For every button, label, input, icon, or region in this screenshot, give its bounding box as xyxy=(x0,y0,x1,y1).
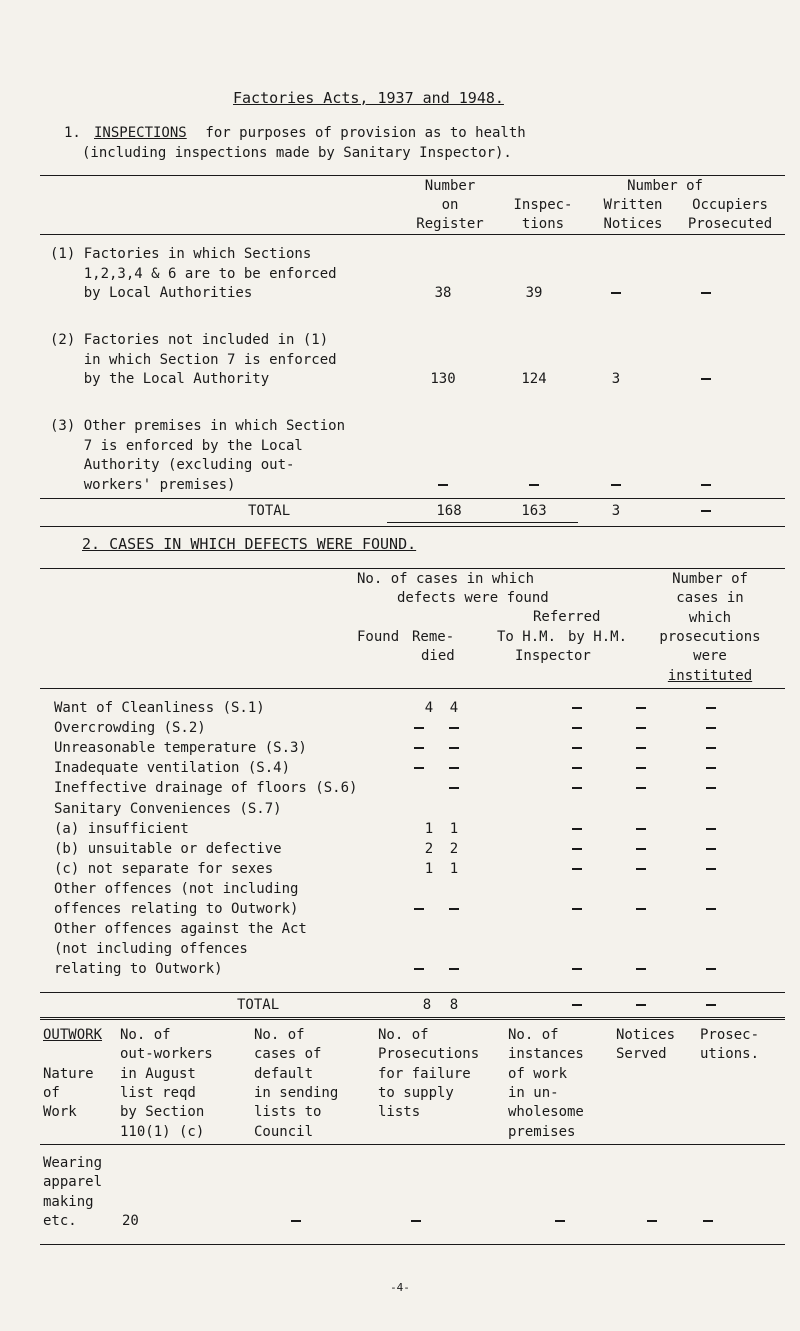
outwork-instances-header: No. of xyxy=(508,1027,559,1043)
dash-mark xyxy=(636,787,646,789)
dash-mark xyxy=(572,968,582,970)
outwork-outworkers-value: 20 xyxy=(122,1213,139,1229)
section1-register-cell xyxy=(428,477,458,494)
dash-mark xyxy=(706,828,716,830)
dash-mark xyxy=(572,787,582,789)
dash-mark xyxy=(611,292,621,294)
section1-inspections-cell-value: 124 xyxy=(521,371,547,387)
section1-total-rule-a xyxy=(387,522,497,523)
dash-mark xyxy=(449,747,459,749)
section2-found-cell xyxy=(404,901,434,918)
outwork-outworkers-header: 110(1) (c) xyxy=(120,1123,205,1140)
outwork-prosecutions-cell xyxy=(401,1213,431,1230)
outwork-default-header: lists to xyxy=(254,1104,322,1121)
dash-mark xyxy=(636,968,646,970)
section1-bottom-rule xyxy=(40,526,785,527)
col-inspections-header: Inspec- xyxy=(513,197,573,213)
defect-row-label: Want of Cleanliness (S.1) xyxy=(54,700,265,716)
dash-mark xyxy=(706,1004,716,1006)
col-notices-header: Written xyxy=(603,197,663,213)
section2-prosecutions-cell xyxy=(696,821,726,838)
section2-by_hm-cell xyxy=(626,821,656,838)
row-label: by Local Authorities xyxy=(50,285,253,301)
outwork-prosec-header: Prosec- xyxy=(700,1027,760,1043)
outwork-instances-header: instances xyxy=(508,1046,584,1063)
section1-notices-cell xyxy=(601,285,631,302)
dash-mark xyxy=(611,484,621,486)
dash-mark xyxy=(572,848,582,850)
section1-register-cell xyxy=(428,371,458,388)
row-label: 1,2,3,4 & 6 are to be enforced xyxy=(50,265,337,282)
outwork-nature-header: Work xyxy=(43,1104,77,1121)
outwork-default-cell xyxy=(281,1213,311,1230)
dash-mark xyxy=(706,747,716,749)
outwork-nature-value: making xyxy=(43,1193,94,1210)
page-number: -4- xyxy=(390,1281,410,1294)
section2-remedied-cell xyxy=(439,760,469,777)
outwork-outworkers-header: by Section xyxy=(120,1104,205,1121)
dash-mark xyxy=(572,828,582,830)
section2-found-cell-value: 4 xyxy=(424,700,434,716)
section2-to_hm-cell xyxy=(562,901,592,918)
section2-prosecutions-cell xyxy=(696,760,726,777)
defect-row-label: Sanitary Conveniences (S.7) xyxy=(54,800,282,817)
outwork-bottom-rule xyxy=(40,1244,785,1245)
defect-row-label: (not including offences xyxy=(54,941,248,958)
section2-remedied-cell xyxy=(439,841,469,858)
section2-by_hm-cell xyxy=(626,700,656,717)
outwork-nature-value: etc. xyxy=(43,1212,77,1229)
section2-to_hm-cell xyxy=(562,841,592,858)
col-to-hm-header: To H.M. xyxy=(497,629,557,645)
section2-to_hm-cell xyxy=(562,740,592,757)
section2-total-remedied xyxy=(439,997,469,1014)
outwork-default-header: default xyxy=(254,1065,314,1082)
section2-remedied-cell xyxy=(439,720,469,737)
section2-total-top-rule xyxy=(40,992,785,993)
section1-notices-cell xyxy=(601,477,631,494)
section2-remedied-cell-value: 1 xyxy=(449,860,459,877)
dash-mark xyxy=(414,908,424,910)
col-by-hm-header: by H.M. xyxy=(568,629,628,645)
outwork-outworkers-header: out-workers xyxy=(120,1046,213,1063)
dash-mark xyxy=(706,908,716,910)
section2-found-cell-value: 2 xyxy=(424,840,434,857)
dash-mark xyxy=(449,767,459,769)
col-found-header: Found xyxy=(357,629,400,645)
col-occupiers-header: Prosecuted xyxy=(687,216,773,232)
section1-heading-line2: (including inspections made by Sanitary Inspector). xyxy=(82,145,512,161)
col-inspections-header: tions xyxy=(521,216,565,232)
section2-by_hm-cell xyxy=(626,760,656,777)
row-label: (1) Factories in which Sections xyxy=(50,246,312,262)
section2-to_hm-cell xyxy=(562,861,592,878)
outwork-instances-header: of work xyxy=(508,1065,568,1082)
defect-row-label: Unreasonable temperature (S.3) xyxy=(54,740,307,757)
dash-mark xyxy=(414,767,424,769)
dash-mark xyxy=(572,868,582,870)
section1-prosecuted-cell xyxy=(691,371,721,388)
section2-remedied-cell xyxy=(439,961,469,978)
section2-remedied-cell xyxy=(439,780,469,797)
section2-by_hm-cell xyxy=(626,901,656,918)
dash-mark xyxy=(572,727,582,729)
dash-mark xyxy=(572,908,582,910)
col-prosecutions-header: instituted xyxy=(667,667,753,684)
col-prosecutions-header: were xyxy=(693,648,727,665)
col-register-header: Number xyxy=(424,178,476,194)
row-label: in which Section 7 is enforced xyxy=(50,351,337,368)
col-prosecutions-header: prosecutions xyxy=(659,628,761,645)
dash-mark xyxy=(291,1220,301,1222)
outwork-default-header: in sending xyxy=(254,1084,339,1101)
section1-inspections-cell xyxy=(519,285,549,302)
section1-top-rule xyxy=(40,175,785,176)
section1-total-inspections xyxy=(519,503,549,520)
defect-row-label: Other offences (not including xyxy=(54,880,299,897)
outwork-notices-header: Served xyxy=(616,1046,667,1063)
section2-to_hm-cell xyxy=(562,780,592,797)
dash-mark xyxy=(636,828,646,830)
section2-remedied-cell-value: 1 xyxy=(449,820,459,837)
outwork-default-header: No. of xyxy=(254,1027,305,1043)
col-referred-header: Referred xyxy=(533,609,601,625)
outwork-outworkers-header: No. of xyxy=(120,1027,171,1043)
section1-header-rule xyxy=(40,234,785,235)
dash-mark xyxy=(701,510,711,512)
section2-to_hm-cell xyxy=(562,961,592,978)
dash-mark xyxy=(706,848,716,850)
dash-mark xyxy=(706,787,716,789)
outwork-prosecutions-header: to supply xyxy=(378,1084,454,1101)
row-label: (2) Factories not included in (1) xyxy=(50,332,329,348)
dash-mark xyxy=(636,908,646,910)
outwork-nature-header: OUTWORK xyxy=(43,1027,103,1043)
dash-mark xyxy=(701,292,711,294)
page-title: Factories Acts, 1937 and 1948. xyxy=(233,89,504,107)
outwork-instances-header: in un- xyxy=(508,1084,559,1101)
outwork-prosecutions-header: No. of xyxy=(378,1027,429,1043)
outwork-outworkers-header: list reqd xyxy=(120,1084,196,1101)
defect-row-label: Ineffective drainage of floors (S.6) xyxy=(54,780,358,797)
outwork-nature-header: Nature xyxy=(43,1065,94,1082)
outwork-nature-value: Wearing xyxy=(43,1155,103,1171)
dash-mark xyxy=(636,868,646,870)
section1-heading-rest: for purposes of provision as to health xyxy=(197,125,526,141)
dash-mark xyxy=(706,968,716,970)
dash-mark xyxy=(701,378,711,380)
dash-mark xyxy=(706,767,716,769)
section2-top-rule xyxy=(40,568,785,569)
dash-mark xyxy=(636,848,646,850)
dash-mark xyxy=(411,1220,421,1222)
section2-to_hm-cell xyxy=(562,821,592,838)
section1-heading-underlined: INSPECTIONS xyxy=(94,125,187,141)
dash-mark xyxy=(572,707,582,709)
dash-mark xyxy=(438,484,448,486)
section1-total-notices xyxy=(601,503,631,520)
dash-mark xyxy=(529,484,539,486)
row-label: workers' premises) xyxy=(50,476,236,493)
dash-mark xyxy=(449,787,459,789)
dash-mark xyxy=(414,968,424,970)
section1-total-inspections-value: 163 xyxy=(521,503,547,519)
dash-mark xyxy=(636,727,646,729)
section2-found-cell-value: 1 xyxy=(424,860,434,877)
section2-found-cell xyxy=(404,740,434,757)
section2-found-cell xyxy=(404,760,434,777)
outwork-default-header: cases of xyxy=(254,1046,322,1063)
outwork-outworkers-header: in August xyxy=(120,1065,196,1082)
section1-total-rule-b xyxy=(488,522,578,523)
section2-total-found-value: 8 xyxy=(422,997,432,1013)
section1-inspections-cell-value: 39 xyxy=(525,285,543,301)
section1-total-notices-value: 3 xyxy=(611,503,621,519)
outwork-nature-value: apparel xyxy=(43,1174,103,1191)
section2-found-cell xyxy=(404,720,434,737)
dash-mark xyxy=(572,1004,582,1006)
row-label: by the Local Authority xyxy=(50,371,270,387)
section1-total-top-rule xyxy=(40,498,785,499)
col-remedied-header-1: died xyxy=(421,648,455,664)
section2-prosecutions-cell xyxy=(696,961,726,978)
outwork-prosec-cell xyxy=(693,1213,723,1230)
section2-prosecutions-cell xyxy=(696,700,726,717)
section2-by_hm-cell xyxy=(626,861,656,878)
section2-remedied-cell-value: 4 xyxy=(449,700,459,716)
defect-row-label: offences relating to Outwork) xyxy=(54,901,299,917)
dash-mark xyxy=(449,908,459,910)
defect-row-label: (b) unsuitable or defective xyxy=(54,840,282,857)
section2-total-label: TOTAL xyxy=(237,997,280,1013)
dash-mark xyxy=(449,968,459,970)
section1-total-register xyxy=(434,503,464,520)
section2-remedied-cell xyxy=(439,861,469,878)
section2-to_hm-cell xyxy=(562,760,592,777)
section2-total-prosecutions xyxy=(696,997,726,1014)
section2-total-to_hm xyxy=(562,997,592,1014)
outwork-nature-header: of xyxy=(43,1084,60,1101)
outwork-top-rule xyxy=(40,1019,785,1020)
section2-by_hm-cell xyxy=(626,841,656,858)
section2-remedied-cell xyxy=(439,700,469,717)
section2-remedied-cell xyxy=(439,821,469,838)
col-remedied-header-0: Reme- xyxy=(412,629,455,645)
section1-register-cell-value: 130 xyxy=(430,371,456,387)
outwork-prosecutions-header: Prosecutions xyxy=(378,1046,480,1063)
dash-mark xyxy=(414,747,424,749)
dash-mark xyxy=(647,1220,657,1222)
outwork-notices-cell xyxy=(637,1213,667,1230)
section2-to_hm-cell xyxy=(562,720,592,737)
section2-by_hm-cell xyxy=(626,720,656,737)
col-prosecutions-header: which xyxy=(688,609,732,626)
outwork-prosecutions-header: lists xyxy=(378,1104,421,1121)
dash-mark xyxy=(636,707,646,709)
col-prosecutions-header: cases in xyxy=(676,590,744,607)
section2-by_hm-cell xyxy=(626,961,656,978)
section2-found-cell-value: 1 xyxy=(424,820,434,837)
section2-prosecutions-cell xyxy=(696,901,726,918)
col-notices-header: Notices xyxy=(603,216,663,232)
dash-mark xyxy=(449,727,459,729)
section1-total-prosecuted xyxy=(691,503,721,520)
section2-prosecutions-cell xyxy=(696,740,726,757)
section1-inspections-cell xyxy=(519,477,549,494)
section2-by_hm-cell xyxy=(626,740,656,757)
dash-mark xyxy=(555,1220,565,1222)
outwork-header-rule xyxy=(40,1144,785,1145)
section2-bottom-rule xyxy=(40,1017,785,1018)
outwork-prosec-header: utions. xyxy=(700,1046,760,1063)
section2-prosecutions-cell xyxy=(696,841,726,858)
col-register-header: on xyxy=(441,197,459,213)
section1-number: 1. xyxy=(64,125,81,141)
section2-prosecutions-cell xyxy=(696,861,726,878)
dash-mark xyxy=(701,484,711,486)
col-prosecutions-header: Number of xyxy=(672,571,748,587)
section2-remedied-cell xyxy=(439,740,469,757)
section2-total-found xyxy=(412,997,442,1014)
section2-total-remedied-value: 8 xyxy=(449,997,459,1013)
col-no-of-cases-header: No. of cases in which xyxy=(357,571,535,587)
defect-row-label: (a) insufficient xyxy=(54,820,189,837)
dash-mark xyxy=(636,747,646,749)
dash-mark xyxy=(572,747,582,749)
outwork-default-header: Council xyxy=(254,1123,314,1140)
section2-to_hm-cell xyxy=(562,700,592,717)
section2-header-rule xyxy=(40,688,785,689)
defect-row-label: Other offences against the Act xyxy=(54,921,307,938)
section2-by_hm-cell xyxy=(626,780,656,797)
col-inspector-header: Inspector xyxy=(515,648,591,664)
row-label: 7 is enforced by the Local xyxy=(50,437,303,454)
section1-inspections-cell xyxy=(519,371,549,388)
defect-row-label: Inadequate ventilation (S.4) xyxy=(54,760,291,777)
dash-mark xyxy=(706,727,716,729)
section2-heading: 2. CASES IN WHICH DEFECTS WERE FOUND. xyxy=(82,535,417,553)
section1-total-label: TOTAL xyxy=(248,503,291,519)
section1-notices-cell-value: 3 xyxy=(611,371,621,387)
outwork-instances-header: wholesome xyxy=(508,1104,584,1121)
section1-prosecuted-cell xyxy=(691,477,721,494)
section1-register-cell-value: 38 xyxy=(434,285,452,301)
section1-total-register-value: 168 xyxy=(436,503,462,519)
section2-remedied-cell xyxy=(439,901,469,918)
outwork-notices-header: Notices xyxy=(616,1027,676,1043)
dash-mark xyxy=(636,1004,646,1006)
row-label: (3) Other premises in which Section xyxy=(50,418,346,434)
section2-remedied-cell-value: 2 xyxy=(449,840,459,857)
section2-prosecutions-cell xyxy=(696,780,726,797)
col-occupiers-header: Occupiers xyxy=(692,197,768,213)
outwork-prosecutions-header: for failure xyxy=(378,1065,471,1082)
dash-mark xyxy=(414,727,424,729)
dash-mark xyxy=(706,707,716,709)
defect-row-label: relating to Outwork) xyxy=(54,961,223,978)
section1-register-cell xyxy=(428,285,458,302)
section2-total-by_hm xyxy=(626,997,656,1014)
row-label: Authority (excluding out- xyxy=(50,457,295,473)
section1-prosecuted-cell xyxy=(691,285,721,302)
defect-row-label: (c) not separate for sexes xyxy=(54,860,274,877)
dash-mark xyxy=(706,868,716,870)
defect-row-label: Overcrowding (S.2) xyxy=(54,720,206,737)
dash-mark xyxy=(636,767,646,769)
outwork-instances-cell xyxy=(545,1213,575,1230)
section1-notices-cell xyxy=(601,371,631,388)
outwork-instances-header: premises xyxy=(508,1123,576,1140)
col-register-header: Register xyxy=(416,216,484,232)
col-defects-found-header: defects were found xyxy=(397,590,549,606)
section2-prosecutions-cell xyxy=(696,720,726,737)
section2-found-cell xyxy=(404,961,434,978)
col-number-of-header: Number of xyxy=(627,178,703,194)
dash-mark xyxy=(572,767,582,769)
dash-mark xyxy=(703,1220,713,1222)
